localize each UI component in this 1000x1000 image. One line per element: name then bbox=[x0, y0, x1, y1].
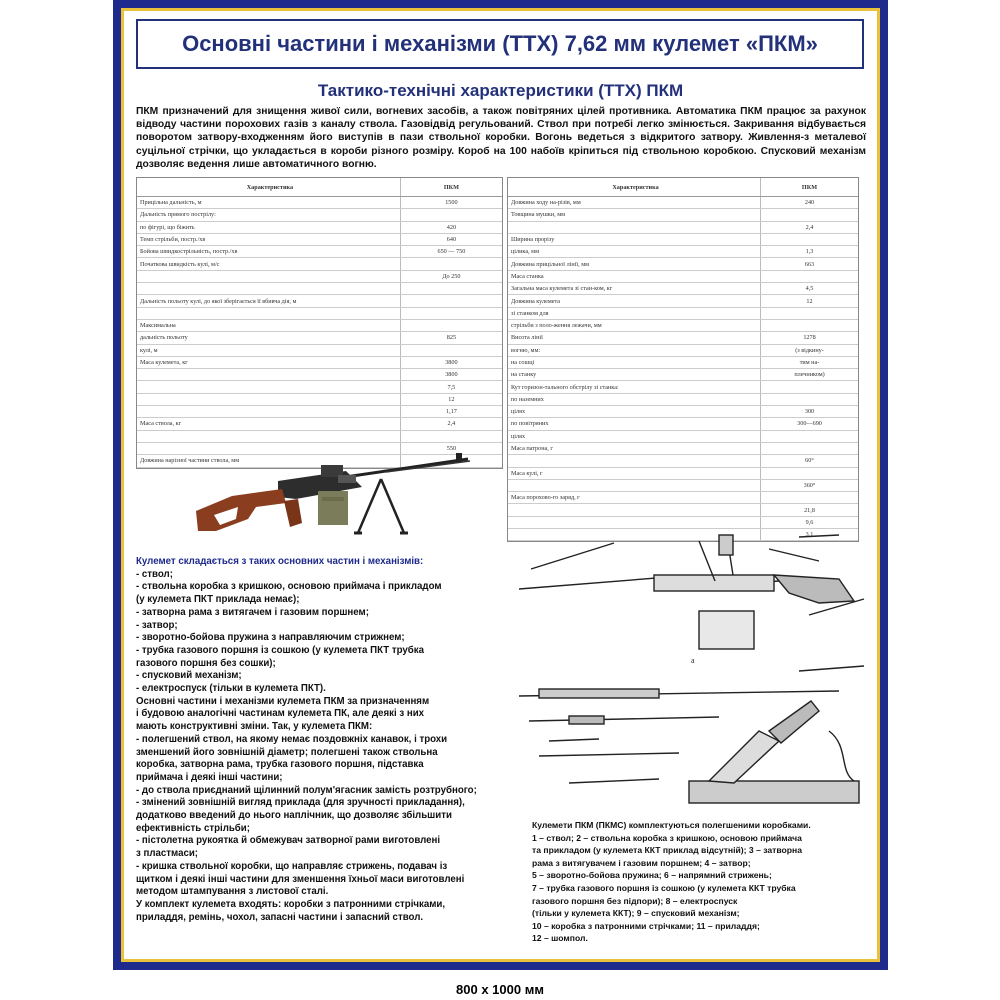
parts-line: - трубка газового поршня із сошкою (у кулемета ПКТ трубка bbox=[136, 644, 424, 656]
spec-row bbox=[137, 258, 502, 270]
spec-value: 1,17 bbox=[400, 406, 502, 417]
spec-row bbox=[508, 480, 858, 492]
exploded-parts-diagram bbox=[519, 531, 869, 816]
spec-row bbox=[508, 504, 858, 516]
spec-characteristic: Маса ствола, кг bbox=[140, 420, 182, 428]
spec-row bbox=[508, 246, 858, 258]
spec-value: 12 bbox=[760, 295, 858, 306]
caption-line: 7 – трубка газового поршня із сошкою (у кулемета ККТ трубка bbox=[532, 882, 796, 893]
spec-characteristic: по повітряних bbox=[511, 420, 549, 428]
spec-value bbox=[760, 320, 858, 331]
spec-header bbox=[508, 178, 858, 197]
spec-value: 4,5 bbox=[760, 283, 858, 294]
spec-row bbox=[137, 209, 502, 221]
spec-value bbox=[760, 443, 858, 454]
spec-characteristic: Маса станка bbox=[511, 272, 544, 280]
spec-value: 2,4 bbox=[760, 222, 858, 233]
caption-line: та прикладом (у кулемета ККТ приклад відсутній); 3 – затворна bbox=[532, 845, 803, 856]
spec-value: 3800 bbox=[400, 369, 502, 380]
spec-value bbox=[760, 209, 858, 220]
spec-row bbox=[508, 517, 858, 529]
parts-line: Основні частини і механізми кулемета ПКМ за призначенням bbox=[136, 695, 430, 707]
spec-characteristic: по наземних bbox=[511, 395, 544, 403]
spec-value bbox=[760, 431, 858, 442]
spec-characteristic: Маса кулемета, кг bbox=[140, 359, 188, 366]
spec-table-right bbox=[507, 177, 859, 542]
spec-characteristic: Довжина кулемета bbox=[511, 297, 561, 305]
spec-row bbox=[137, 357, 502, 369]
spec-characteristic: Довжина прицільної лінії, мм bbox=[511, 260, 590, 268]
spec-row bbox=[508, 209, 858, 221]
spec-row bbox=[508, 418, 858, 430]
spec-row bbox=[137, 381, 502, 393]
spec-characteristic: Дальність польоту кулі, до якої зберігається її вбивча дія, м bbox=[140, 297, 297, 305]
spec-characteristic: Темп стрільби, постр./хв bbox=[140, 236, 206, 244]
parts-caption bbox=[532, 819, 872, 945]
spec-characteristic: цілика, мм bbox=[511, 248, 540, 256]
spec-value: (з відкину- bbox=[760, 345, 858, 356]
spec-value: плечником) bbox=[760, 369, 858, 380]
spec-row bbox=[508, 443, 858, 455]
page-title: Основні частини і механізми (ТТХ) 7,62 мм кулемет «ПКМ» bbox=[182, 31, 818, 56]
spec-row bbox=[137, 418, 502, 430]
spec-value bbox=[400, 258, 502, 269]
spec-value: 9,6 bbox=[760, 517, 858, 528]
spec-value bbox=[760, 271, 858, 282]
parts-line: щитком і деякі інші частини для зменшення їхньої маси виготовлені bbox=[136, 873, 465, 885]
spec-value: До 250 bbox=[400, 271, 502, 282]
spec-characteristic: на сошці bbox=[511, 359, 535, 366]
spec-value: 650 — 750 bbox=[400, 246, 502, 257]
spec-row bbox=[137, 320, 502, 332]
spec-value: 60° bbox=[760, 455, 858, 466]
spec-value bbox=[400, 295, 502, 306]
parts-line: - затвор; bbox=[136, 619, 178, 631]
spec-row bbox=[508, 492, 858, 504]
spec-value: 240 bbox=[760, 197, 858, 208]
spec-value bbox=[760, 394, 858, 405]
parts-line: - зворотно-бойова пружина з направляючим стрижнем; bbox=[136, 632, 405, 644]
spec-row bbox=[508, 234, 858, 246]
spec-characteristic: цілях bbox=[511, 408, 526, 416]
spec-characteristic: Маса патрона, г bbox=[511, 445, 553, 453]
spec-value: 3800 bbox=[400, 357, 502, 368]
spec-value: 640 bbox=[400, 234, 502, 245]
spec-row bbox=[508, 283, 858, 295]
spec-characteristic: на станку bbox=[511, 371, 537, 379]
spec-characteristic: Кут горизон-тального обстрілу зі станка: bbox=[511, 383, 619, 391]
spec-value: 550 bbox=[400, 443, 502, 454]
intro-paragraph: ПКМ призначений для знищення живої сили, вогневих засобів, а також повітряних цілей противника. Автоматика ПКМ працює за рахунок відводу частини порохових газів з каналу ствола. Газовідвід регульований. Ствол при потребі легко змінюється. Закривання відбувається поворотом затвору-входженням його виступів в пази ствольної коробки. Вогонь ведеться з відкритого затвору. Живлення-з металевої суцільної стрічки, що укладається в короби різного розміру. Короб на 100 набоїв кріпиться під ствольною коробкою. Спусковий механізм дозволяє ведення лише автоматичного вогню. bbox=[136, 106, 866, 170]
spec-characteristic: Маса порохово-го заряд, г bbox=[511, 494, 580, 502]
spec-value: 825 bbox=[400, 332, 502, 343]
spec-characteristic: кулі, м bbox=[140, 346, 158, 354]
spec-value: 1,3 bbox=[760, 246, 858, 257]
parts-line: додатково введений до нього наплічник, що дозволяє збільшити bbox=[136, 810, 452, 822]
caption-line: рама з витягувачем і газовим поршнем; 4 – затвор; bbox=[532, 857, 751, 868]
caption-line: 5 – зворотно-бойова пружина; 6 – напрямний стрижень; bbox=[532, 870, 772, 881]
spec-value bbox=[760, 381, 858, 392]
parts-line: методом штампування з листової сталі. bbox=[136, 886, 329, 898]
parts-line: (у кулемета ПКТ приклада немає); bbox=[136, 594, 300, 606]
spec-header-pkm: ПКМ bbox=[760, 178, 858, 196]
parts-line: - спусковий механізм; bbox=[136, 670, 242, 682]
spec-characteristic: стрільби з поло-ження лежачи, мм bbox=[511, 322, 602, 330]
spec-characteristic: Ширина прорізу bbox=[511, 236, 555, 244]
spec-row bbox=[508, 308, 858, 320]
spec-value: 1500 bbox=[400, 197, 502, 208]
parts-line: - ствол; bbox=[136, 568, 173, 580]
spec-characteristic: Довжина нарізної частини ствола, мм bbox=[140, 457, 240, 465]
spec-row bbox=[137, 295, 502, 307]
spec-characteristic: Товщина мушки, мм bbox=[511, 211, 566, 219]
parts-line: - пістолетна рукоятка й обмежувач затворної рами виготовлені bbox=[136, 835, 441, 847]
spec-row bbox=[508, 332, 858, 344]
parts-line: зменшений його зовнішній діаметр; полегшені також ствольна bbox=[136, 746, 438, 758]
spec-row bbox=[508, 381, 858, 393]
parts-line: - до ствола приєднаний щілинний полум'ягасник замість розтрубного; bbox=[136, 784, 477, 796]
spec-value bbox=[760, 234, 858, 245]
diagram-label-a: а bbox=[691, 656, 695, 665]
spec-value bbox=[400, 308, 502, 319]
poster-content bbox=[121, 8, 880, 962]
spec-value bbox=[400, 283, 502, 294]
spec-characteristic: Висота лінії bbox=[511, 334, 543, 342]
spec-characteristic: Прицільна дальність, м bbox=[140, 199, 202, 207]
spec-value: 3,1 bbox=[760, 529, 858, 540]
spec-row bbox=[508, 394, 858, 406]
spec-row bbox=[137, 246, 502, 258]
spec-row bbox=[508, 295, 858, 307]
machine-gun-illustration bbox=[186, 441, 474, 549]
poster-frame bbox=[113, 0, 888, 970]
spec-value bbox=[400, 320, 502, 331]
caption-line: 12 – шомпол. bbox=[532, 933, 588, 944]
spec-value: 12 bbox=[400, 394, 502, 405]
spec-value: 2,4 bbox=[400, 418, 502, 429]
spec-characteristic: Загальна маса кулемета зі стан-ком, кг bbox=[511, 285, 613, 293]
subtitle: Тактико-технічні характеристики (ТТХ) ПКМ bbox=[317, 81, 684, 100]
spec-characteristic: цілях bbox=[511, 432, 526, 440]
spec-characteristic: вогню, мм: bbox=[511, 346, 541, 354]
spec-row bbox=[137, 406, 502, 418]
parts-line: і будовою аналогічні частинам кулемета ПК, але деякі з них bbox=[136, 708, 425, 720]
spec-value bbox=[400, 209, 502, 220]
spec-row bbox=[508, 455, 858, 467]
spec-value: 360° bbox=[760, 480, 858, 491]
spec-characteristic: зі станком для bbox=[511, 309, 549, 317]
spec-value: 300 bbox=[760, 406, 858, 417]
spec-value bbox=[760, 492, 858, 503]
spec-characteristic: Дальність прямого пострілу: bbox=[140, 211, 216, 219]
parts-line: коробка, затворна рама, трубка газового поршня, підставка bbox=[136, 759, 424, 771]
spec-value bbox=[760, 468, 858, 479]
spec-characteristic: Маса кулі, г bbox=[511, 469, 543, 477]
parts-line: приладдя, ремінь, чохол, запасні частини і запасний ствол. bbox=[136, 911, 424, 923]
parts-description bbox=[136, 556, 511, 924]
spec-value: 21,8 bbox=[760, 504, 858, 515]
spec-row bbox=[137, 234, 502, 246]
spec-value: 1278 bbox=[760, 332, 858, 343]
spec-characteristic: Бойова швидкострільність, постр./хв bbox=[140, 248, 238, 256]
rifle-image bbox=[196, 453, 470, 533]
spec-row bbox=[137, 332, 502, 344]
parts-line: - полегшений ствол, на якому немає поздовжніх канавок, і трохи bbox=[136, 733, 448, 745]
spec-row bbox=[508, 431, 858, 443]
parts-line: - ствольна коробка з кришкою, основою приймача і прикладом bbox=[136, 581, 442, 593]
caption-line: (тільки у кулемета ККТ); 9 – спусковий механізм; bbox=[532, 908, 740, 919]
spec-row bbox=[137, 369, 502, 381]
spec-row bbox=[137, 283, 502, 295]
spec-value: 7,5 bbox=[400, 381, 502, 392]
spec-characteristic: Довжина ходу на-різів, мм bbox=[511, 199, 581, 207]
spec-table-left bbox=[136, 177, 503, 469]
spec-header-pkm: ПКМ bbox=[400, 178, 502, 196]
spec-row bbox=[137, 222, 502, 234]
spec-row bbox=[137, 345, 502, 357]
spec-header-characteristic: Характеристика bbox=[246, 183, 294, 191]
spec-row bbox=[137, 271, 502, 283]
spec-header bbox=[137, 178, 502, 197]
spec-row bbox=[137, 394, 502, 406]
spec-value bbox=[400, 345, 502, 356]
size-label: 800 х 1000 мм bbox=[456, 982, 544, 997]
parts-line: мають конструктивні зміни. Так, у кулемета ПКМ: bbox=[136, 721, 373, 733]
parts-heading: Кулемет складається з таких основних частин і механізмів: bbox=[136, 556, 424, 567]
caption-line: Кулемети ПКМ (ПКМС) комплектуються полегшеними коробками. bbox=[532, 820, 811, 830]
disassembly-drawing bbox=[519, 535, 864, 803]
spec-characteristic: Максимальна bbox=[140, 322, 176, 330]
spec-row bbox=[508, 258, 858, 270]
parts-line: У комплект кулемета входять: коробки з патронними стрічками, bbox=[136, 898, 446, 910]
caption-line: 1 – ствол; 2 – ствольна коробка з кришкою, основою приймача bbox=[532, 832, 802, 843]
spec-characteristic: Початкова швидкість кулі, м/с bbox=[140, 260, 220, 268]
parts-line: - змінений зовнішній вигляд приклада (для зручності прикладання), bbox=[136, 797, 465, 809]
spec-row bbox=[137, 308, 502, 320]
spec-value: 420 bbox=[400, 222, 502, 233]
caption-line: газового поршня без підпори); 8 – електроспуск bbox=[532, 895, 738, 906]
parts-line: ефективність стрільби; bbox=[136, 822, 250, 834]
spec-row bbox=[508, 369, 858, 381]
spec-row bbox=[508, 197, 858, 209]
spec-row bbox=[508, 320, 858, 332]
caption-line: 10 – коробка з патронними стрічками; 11 – приладдя; bbox=[532, 920, 760, 931]
spec-row bbox=[137, 197, 502, 209]
spec-row bbox=[508, 222, 858, 234]
spec-row bbox=[508, 345, 858, 357]
spec-characteristic: дальність польоту bbox=[140, 334, 188, 342]
parts-line: газового поршня без сошки); bbox=[136, 657, 276, 669]
spec-value bbox=[760, 308, 858, 319]
spec-row bbox=[508, 357, 858, 369]
spec-row bbox=[508, 468, 858, 480]
spec-characteristic: по фігурі, що біжить bbox=[140, 223, 195, 231]
parts-line: - електроспуск (тільки в кулемета ПКТ). bbox=[136, 683, 326, 695]
parts-line: - кришка ствольної коробки, що направляє стрижень, подавач із bbox=[136, 860, 448, 872]
spec-value: 663 bbox=[760, 258, 858, 269]
spec-value: тим на- bbox=[760, 357, 858, 368]
spec-value: 300—690 bbox=[760, 418, 858, 429]
parts-line: - затворна рама з витягачем і газовим поршнем; bbox=[136, 606, 369, 618]
title-bar bbox=[136, 19, 864, 69]
spec-row bbox=[508, 406, 858, 418]
spec-header-characteristic: Характеристика bbox=[612, 183, 659, 191]
spec-row bbox=[508, 271, 858, 283]
parts-line: приймача і деякі інші частини; bbox=[136, 771, 283, 783]
parts-line: з пластмаси; bbox=[136, 848, 199, 860]
